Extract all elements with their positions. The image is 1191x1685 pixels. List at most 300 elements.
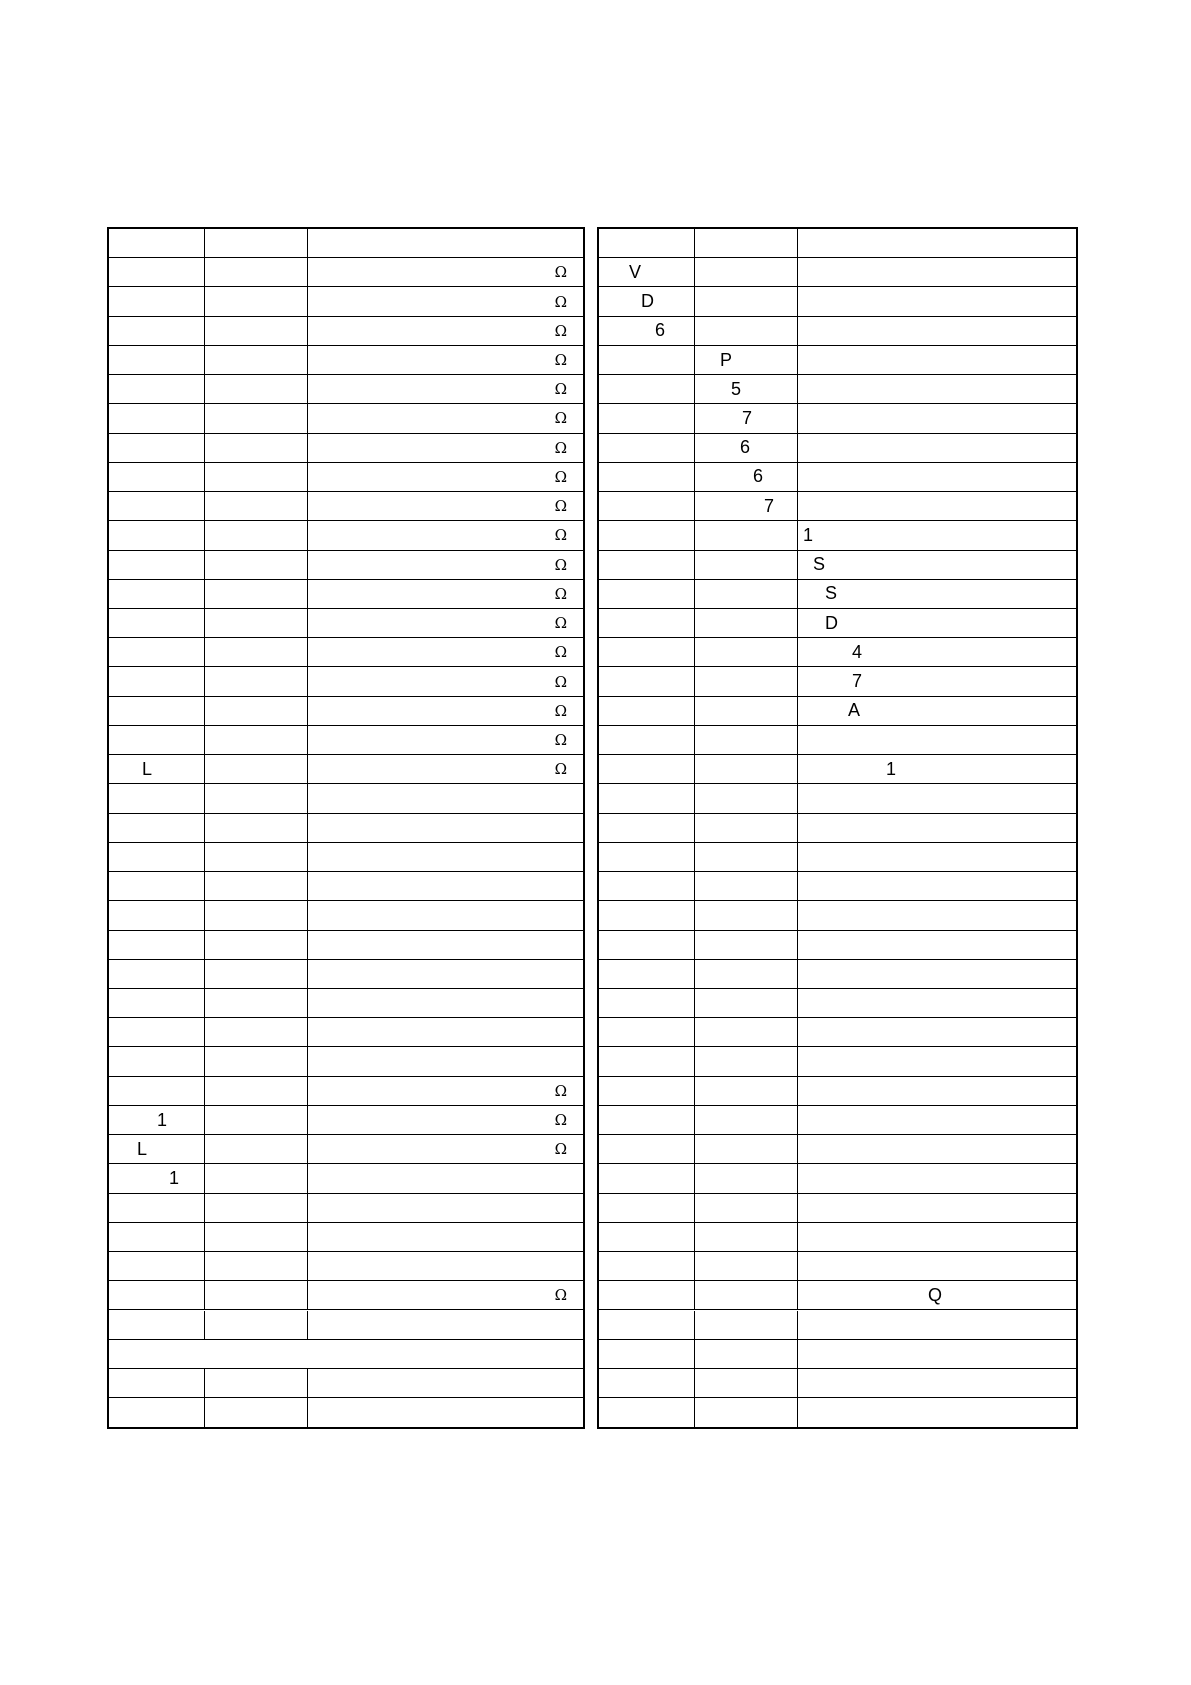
table-row (599, 580, 1076, 609)
table-row (109, 960, 583, 989)
table-cell (694, 1223, 797, 1251)
table-cell (797, 1164, 1076, 1192)
table-cell (307, 258, 583, 286)
table-row (599, 375, 1076, 404)
ohm-symbol: Ω (554, 321, 567, 340)
table-cell (109, 755, 204, 783)
table-cell (204, 1077, 307, 1105)
table-cell (109, 434, 204, 462)
table-row (599, 1047, 1076, 1076)
table-cell (599, 1223, 694, 1251)
table-cell (307, 843, 583, 871)
table-cell (599, 960, 694, 988)
table-cell (694, 755, 797, 783)
table-cell (599, 726, 694, 754)
table-row (599, 1077, 1076, 1106)
table-cell (599, 1164, 694, 1192)
table-cell (599, 551, 694, 579)
table-cell (599, 1135, 694, 1163)
table-cell (204, 404, 307, 432)
cell-text: 1 (157, 1109, 168, 1130)
table-cell (797, 931, 1076, 959)
table-row (109, 404, 583, 433)
right-table (597, 227, 1078, 1429)
table-row (599, 521, 1076, 550)
table-cell (109, 551, 204, 579)
table-cell (599, 901, 694, 929)
table-cell (797, 492, 1076, 520)
table-row (599, 1252, 1076, 1281)
cell-text: 7 (764, 495, 775, 516)
table-row (109, 551, 583, 580)
table-cell (694, 521, 797, 549)
table-row (109, 755, 583, 784)
table-cell (109, 1281, 204, 1309)
table-cell (307, 755, 583, 783)
table-cell (599, 1398, 694, 1427)
table-cell (307, 463, 583, 491)
table-cell (599, 989, 694, 1017)
ohm-symbol: Ω (554, 584, 567, 603)
table-cell (307, 1252, 583, 1280)
table-cell (599, 667, 694, 695)
table-cell (797, 609, 1076, 637)
table-cell (109, 463, 204, 491)
cell-text: L (137, 1138, 148, 1159)
table-cell (307, 1194, 583, 1222)
table-cell (109, 872, 204, 900)
cell-text: 7 (852, 671, 863, 692)
table-cell (694, 960, 797, 988)
table-cell (204, 1311, 307, 1339)
table-row (109, 463, 583, 492)
table-row (109, 1077, 583, 1106)
table-cell (797, 638, 1076, 666)
table-cell (109, 726, 204, 754)
table-row (109, 1369, 583, 1398)
table-row (599, 463, 1076, 492)
table-cell (204, 1047, 307, 1075)
table-cell (694, 317, 797, 345)
table-cell (109, 317, 204, 345)
table-cell (204, 872, 307, 900)
table-cell (599, 434, 694, 462)
table-row (599, 755, 1076, 784)
table-cell (694, 1018, 797, 1046)
table-row (109, 346, 583, 375)
cell-text: S (813, 554, 826, 575)
table-cell (204, 1106, 307, 1134)
table-row (109, 1340, 583, 1369)
table-cell (109, 989, 204, 1017)
table-cell (694, 697, 797, 725)
table-cell (109, 667, 204, 695)
table-cell (307, 960, 583, 988)
table-row (109, 580, 583, 609)
table-cell (599, 258, 694, 286)
table-row (599, 726, 1076, 755)
table-cell (109, 1369, 204, 1397)
table-cell (797, 317, 1076, 345)
table-cell (797, 814, 1076, 842)
table-row (599, 872, 1076, 901)
table-cell (797, 375, 1076, 403)
table-cell (204, 755, 307, 783)
table-cell (797, 755, 1076, 783)
table-cell (599, 346, 694, 374)
table-row (109, 989, 583, 1018)
table-row (599, 931, 1076, 960)
table-cell (797, 1047, 1076, 1075)
table-row (599, 1194, 1076, 1223)
table-cell (694, 667, 797, 695)
table-row (109, 726, 583, 755)
table-cell (694, 346, 797, 374)
cell-text: 6 (655, 320, 666, 341)
table-row (599, 1223, 1076, 1252)
table-cell (797, 901, 1076, 929)
table-cell (204, 1398, 307, 1427)
table-row (109, 1194, 583, 1223)
table-cell (599, 229, 694, 257)
table-cell (109, 521, 204, 549)
table-cell (204, 1194, 307, 1222)
table-cell (204, 287, 307, 315)
table-row (599, 609, 1076, 638)
ohm-symbol: Ω (554, 1286, 567, 1305)
table-cell (307, 697, 583, 725)
table-cell (797, 1106, 1076, 1134)
table-cell (307, 375, 583, 403)
table-row (599, 667, 1076, 696)
table-cell (204, 492, 307, 520)
ohm-symbol: Ω (554, 438, 567, 457)
table-cell (307, 872, 583, 900)
table-cell (204, 580, 307, 608)
table-row (599, 1311, 1076, 1340)
table-cell (109, 638, 204, 666)
table-cell (109, 375, 204, 403)
table-cell (307, 1223, 583, 1251)
table-cell (109, 814, 204, 842)
table-cell (797, 784, 1076, 812)
table-cell (307, 989, 583, 1017)
table-cell (797, 1135, 1076, 1163)
table-row (109, 1047, 583, 1076)
table-cell (307, 580, 583, 608)
table-cell (694, 1311, 797, 1339)
table-cell (797, 989, 1076, 1017)
table-cell (204, 843, 307, 871)
cell-text: V (629, 261, 642, 282)
table-row (599, 258, 1076, 287)
ohm-symbol: Ω (554, 731, 567, 750)
table-row (109, 434, 583, 463)
table-cell (307, 609, 583, 637)
table-row (109, 1164, 583, 1193)
table-cell (599, 931, 694, 959)
table-cell (599, 404, 694, 432)
table-cell (797, 258, 1076, 286)
table-cell (694, 404, 797, 432)
table-cell (599, 1281, 694, 1309)
table-cell (109, 609, 204, 637)
table-row (599, 1369, 1076, 1398)
table-cell (204, 258, 307, 286)
table-cell (694, 258, 797, 286)
table-cell (694, 551, 797, 579)
table-cell (307, 726, 583, 754)
ohm-symbol: Ω (554, 526, 567, 545)
table-cell (599, 638, 694, 666)
table-row (109, 1281, 583, 1310)
table-cell (307, 814, 583, 842)
table-cell (204, 609, 307, 637)
table-cell (307, 1018, 583, 1046)
table-cell (307, 931, 583, 959)
table-cell (797, 667, 1076, 695)
table-cell (307, 667, 583, 695)
table-cell (694, 580, 797, 608)
table-cell (307, 1106, 583, 1134)
table-row (599, 814, 1076, 843)
table-row (599, 697, 1076, 726)
table-cell (599, 1077, 694, 1105)
table-cell (599, 287, 694, 315)
table-cell (307, 638, 583, 666)
left-table (107, 227, 585, 1429)
table-cell (599, 755, 694, 783)
table-row (599, 901, 1076, 930)
table-cell (797, 1077, 1076, 1105)
table-cell (109, 258, 204, 286)
table-cell (599, 697, 694, 725)
ohm-symbol: Ω (554, 263, 567, 282)
ohm-symbol: Ω (554, 380, 567, 399)
table-row (599, 784, 1076, 813)
table-row (599, 1398, 1076, 1427)
table-cell (204, 667, 307, 695)
table-cell (307, 1135, 583, 1163)
table-cell (109, 1135, 204, 1163)
table-row (599, 404, 1076, 433)
table-cell (797, 404, 1076, 432)
table-row (109, 1135, 583, 1164)
cell-text: L (142, 758, 153, 779)
table-row (109, 697, 583, 726)
table-cell (797, 434, 1076, 462)
table-row (109, 1106, 583, 1135)
table-cell (599, 1252, 694, 1280)
table-cell (694, 989, 797, 1017)
table-row (109, 1252, 583, 1281)
table-cell (797, 1340, 1076, 1368)
table-cell (694, 1106, 797, 1134)
table-cell (694, 1398, 797, 1427)
ohm-symbol: Ω (554, 760, 567, 779)
ohm-symbol: Ω (554, 701, 567, 720)
ohm-symbol: Ω (554, 1081, 567, 1100)
table-cell (307, 229, 583, 257)
ohm-symbol: Ω (554, 409, 567, 428)
table-cell (797, 1281, 1076, 1309)
ohm-symbol: Ω (554, 1111, 567, 1129)
table-cell (109, 1223, 204, 1251)
table-row (109, 375, 583, 404)
table-row (109, 1223, 583, 1252)
table-cell (797, 1311, 1076, 1339)
table-cell (694, 931, 797, 959)
table-cell (694, 287, 797, 315)
table-cell (307, 287, 583, 315)
table-cell (307, 1369, 583, 1397)
table-cell (694, 1281, 797, 1309)
table-cell (109, 843, 204, 871)
table-cell (797, 1223, 1076, 1251)
table-cell (694, 1047, 797, 1075)
table-cell (109, 287, 204, 315)
cell-text: 6 (740, 437, 751, 458)
table-cell (797, 521, 1076, 549)
table-cell (694, 901, 797, 929)
table-cell (797, 463, 1076, 491)
table-row (599, 638, 1076, 667)
table-row (599, 989, 1076, 1018)
table-cell (307, 1281, 583, 1309)
table-cell (109, 697, 204, 725)
table-row (599, 346, 1076, 375)
table-cell (204, 960, 307, 988)
ohm-symbol: Ω (554, 497, 567, 516)
table-cell (797, 551, 1076, 579)
cell-text: D (641, 291, 654, 312)
table-cell (694, 1340, 797, 1368)
table-row (599, 1281, 1076, 1310)
cell-text: 7 (742, 407, 753, 428)
table-cell (204, 521, 307, 549)
table-cell (204, 317, 307, 345)
table-row (109, 609, 583, 638)
table-cell (797, 726, 1076, 754)
table-cell (694, 463, 797, 491)
table-row (599, 492, 1076, 521)
table-cell (109, 1077, 204, 1105)
table-row (599, 1106, 1076, 1135)
ohm-symbol: Ω (554, 351, 567, 370)
table-cell (797, 287, 1076, 315)
table-cell (109, 931, 204, 959)
table-cell (797, 346, 1076, 374)
table-cell (694, 1135, 797, 1163)
cell-text: 1 (886, 758, 897, 779)
table-cell (797, 697, 1076, 725)
table-cell (109, 404, 204, 432)
table-row (599, 1018, 1076, 1047)
table-row (599, 1135, 1076, 1164)
table-row (109, 872, 583, 901)
table-cell (307, 1077, 583, 1105)
ohm-symbol: Ω (554, 467, 567, 486)
cell-text: 1 (803, 524, 814, 545)
table-cell (109, 1252, 204, 1280)
table-cell (204, 784, 307, 812)
table-cell (694, 638, 797, 666)
table-cell (204, 931, 307, 959)
table-cell (307, 1311, 583, 1339)
table-row (109, 901, 583, 930)
table-cell (204, 375, 307, 403)
table-cell (307, 784, 583, 812)
table-row (109, 287, 583, 316)
table-cell (109, 1398, 204, 1427)
table-cell (307, 551, 583, 579)
table-cell (204, 1281, 307, 1309)
table-cell (204, 1018, 307, 1046)
table-cell (797, 1194, 1076, 1222)
table-row (599, 1164, 1076, 1193)
table-cell (694, 375, 797, 403)
table-cell (204, 1135, 307, 1163)
ohm-symbol: Ω (554, 292, 567, 311)
table-cell (204, 434, 307, 462)
ohm-symbol: Ω (554, 1140, 567, 1159)
table-cell (797, 580, 1076, 608)
merged-cell (109, 1340, 583, 1368)
cell-text: D (825, 612, 838, 633)
table-cell (307, 521, 583, 549)
table-cell (797, 1369, 1076, 1397)
table-cell (109, 1047, 204, 1075)
table-cell (109, 960, 204, 988)
table-cell (204, 1223, 307, 1251)
table-cell (694, 434, 797, 462)
table-cell (307, 317, 583, 345)
table-cell (109, 1311, 204, 1339)
table-cell (797, 960, 1076, 988)
table-row (109, 667, 583, 696)
table-cell (204, 901, 307, 929)
table-cell (307, 492, 583, 520)
table-cell (599, 843, 694, 871)
table-cell (204, 989, 307, 1017)
table-cell (694, 1077, 797, 1105)
table-cell (204, 551, 307, 579)
table-cell (694, 784, 797, 812)
table-cell (694, 229, 797, 257)
table-cell (599, 1311, 694, 1339)
table-cell (694, 1252, 797, 1280)
table-cell (599, 580, 694, 608)
table-cell (204, 1369, 307, 1397)
cell-text: 1 (169, 1167, 180, 1188)
table-cell (109, 492, 204, 520)
ohm-symbol: Ω (554, 643, 567, 662)
cell-text: P (720, 349, 733, 370)
table-cell (694, 492, 797, 520)
table-row (109, 521, 583, 550)
table-cell (204, 638, 307, 666)
cell-text: Q (928, 1284, 943, 1305)
table-cell (204, 463, 307, 491)
table-cell (694, 814, 797, 842)
cell-text: 5 (731, 378, 742, 399)
table-row (109, 229, 583, 258)
table-cell (797, 843, 1076, 871)
table-cell (599, 463, 694, 491)
table-cell (599, 609, 694, 637)
table-cell (109, 346, 204, 374)
table-cell (599, 1018, 694, 1046)
